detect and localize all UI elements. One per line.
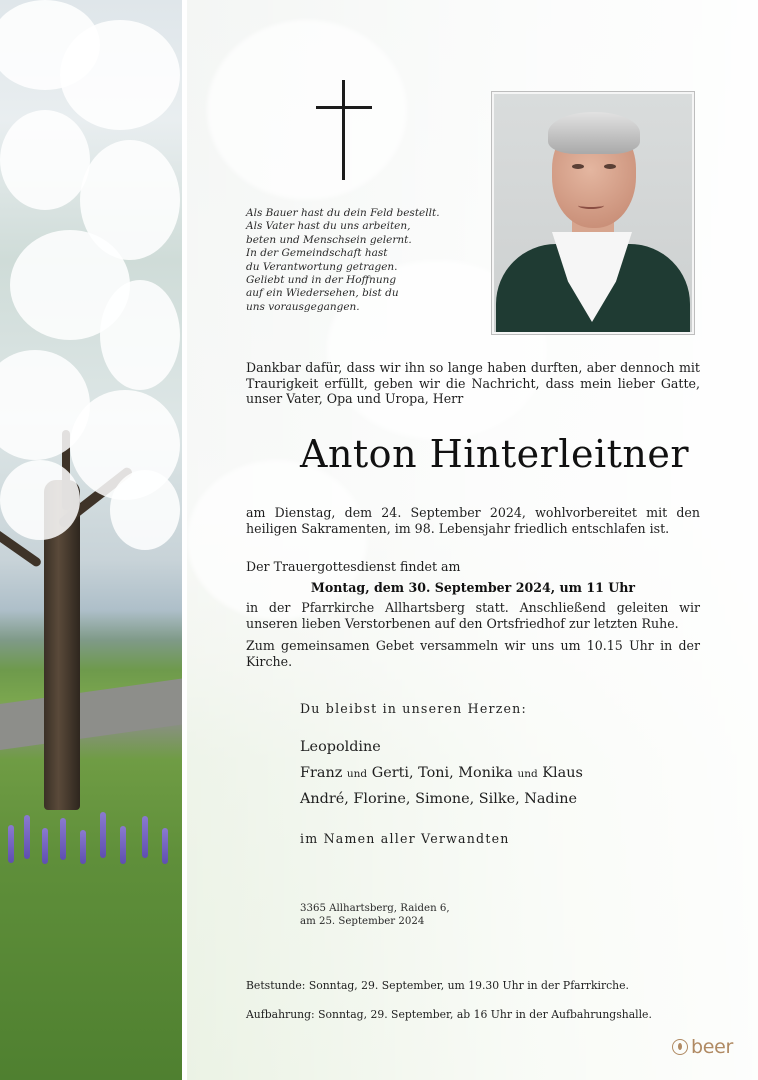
family-name: Klaus xyxy=(542,765,583,781)
death-text: am Dienstag, dem 24. September 2024, wohlvorbereitet mit den heiligen Sakramenten, im 98. Lebensjahr friedlich entschlafen ist. xyxy=(246,505,700,536)
family-line xyxy=(300,765,583,781)
poem xyxy=(246,207,486,314)
prayer-text: Zum gemeinsamen Gebet versammeln wir uns um 10.15 Uhr in der Kirche. xyxy=(246,638,700,669)
address-line: 3365 Allhartsberg, Raiden 6, xyxy=(300,903,450,914)
lupine-flower xyxy=(120,826,126,864)
lupine-flower xyxy=(100,812,106,858)
aufbahrung-info: Aufbahrung: Sonntag, 29. September, ab 16 Uhr in der Aufbahrungshalle. xyxy=(246,1008,652,1021)
address-date: am 25. September 2024 xyxy=(300,916,425,927)
faded-blossom xyxy=(187,460,367,620)
family-name: Gerti, Toni, Monika xyxy=(371,765,513,781)
beer-logo xyxy=(672,1036,733,1058)
poem-line: auf ein Wiedersehen, bist du xyxy=(246,287,399,300)
cross-icon-bar xyxy=(316,106,372,109)
logo-text: beer xyxy=(691,1036,734,1058)
relatives-text: im Namen aller Verwandten xyxy=(300,831,510,846)
family-line xyxy=(300,739,381,755)
blossom-cluster xyxy=(60,20,180,130)
poem-line: In der Gemeindschaft hast xyxy=(246,247,388,260)
service-intro: Der Trauergottesdienst findet am xyxy=(246,559,461,574)
poem-line: Als Bauer hast du dein Feld bestellt. xyxy=(246,207,440,219)
betstunde-info: Betstunde: Sonntag, 29. September, um 19.30 Uhr in der Pfarrkirche. xyxy=(246,979,629,992)
lupine-flower xyxy=(80,830,86,864)
service-date: Montag, dem 30. September 2024, um 11 Uhr xyxy=(310,580,636,595)
family-name: André, Florine, Simone, Silke, Nadine xyxy=(300,791,578,807)
intro-text: Dankbar dafür, dass wir ihn so lange haben durften, aber dennoch mit Traurigkeit erfüllt, geben wir die Nachricht, dass mein lieber Gatte, unser Vater, Opa und Uropa, Herr xyxy=(246,360,700,406)
poem-line: beten und Menschsein gelernt. xyxy=(246,233,412,246)
family-conjunction: und xyxy=(517,768,538,780)
family-conjunction: und xyxy=(346,768,368,780)
dandelion-icon xyxy=(672,1039,688,1055)
address xyxy=(300,902,450,928)
lupine-flower xyxy=(142,816,148,858)
family-name: Leopoldine xyxy=(300,739,381,755)
blossom-cluster xyxy=(0,110,90,210)
portrait-photo xyxy=(492,92,694,334)
portrait-eye xyxy=(572,164,584,169)
portrait-eye xyxy=(604,164,616,169)
lupine-flower xyxy=(42,828,48,864)
faded-blossom xyxy=(207,20,407,200)
road xyxy=(0,676,182,750)
portrait-hair xyxy=(548,112,640,154)
family-name: Franz xyxy=(300,765,343,781)
lupine-flower xyxy=(24,815,30,859)
lupine-flower xyxy=(162,828,168,864)
blossom-cluster xyxy=(100,280,180,390)
family-line xyxy=(300,791,577,807)
blossom-cluster xyxy=(110,470,180,550)
deceased-name: Anton Hinterleitner xyxy=(300,432,689,476)
service-place: in der Pfarrkirche Allhartsberg statt. Anschließend geleiten wir unseren lieben Verstorbenen auf den Ortsfriedhof zur letzten Ruhe. xyxy=(246,600,700,631)
poem-line: Als Vater hast du uns arbeiten, xyxy=(246,220,411,233)
cross-icon xyxy=(342,80,345,180)
lupine-flower xyxy=(8,825,14,863)
poem-line: du Verantwortung getragen. xyxy=(246,260,398,273)
blossom-cluster xyxy=(0,460,80,540)
tree-photo xyxy=(0,0,182,1080)
hearts-text: Du bleibst in unseren Herzen: xyxy=(300,701,527,716)
lupine-flower xyxy=(60,818,66,860)
poem-line: uns vorausgegangen. xyxy=(246,300,360,313)
poem-line: Geliebt und in der Hoffnung xyxy=(246,274,397,287)
portrait-mouth xyxy=(578,202,604,209)
